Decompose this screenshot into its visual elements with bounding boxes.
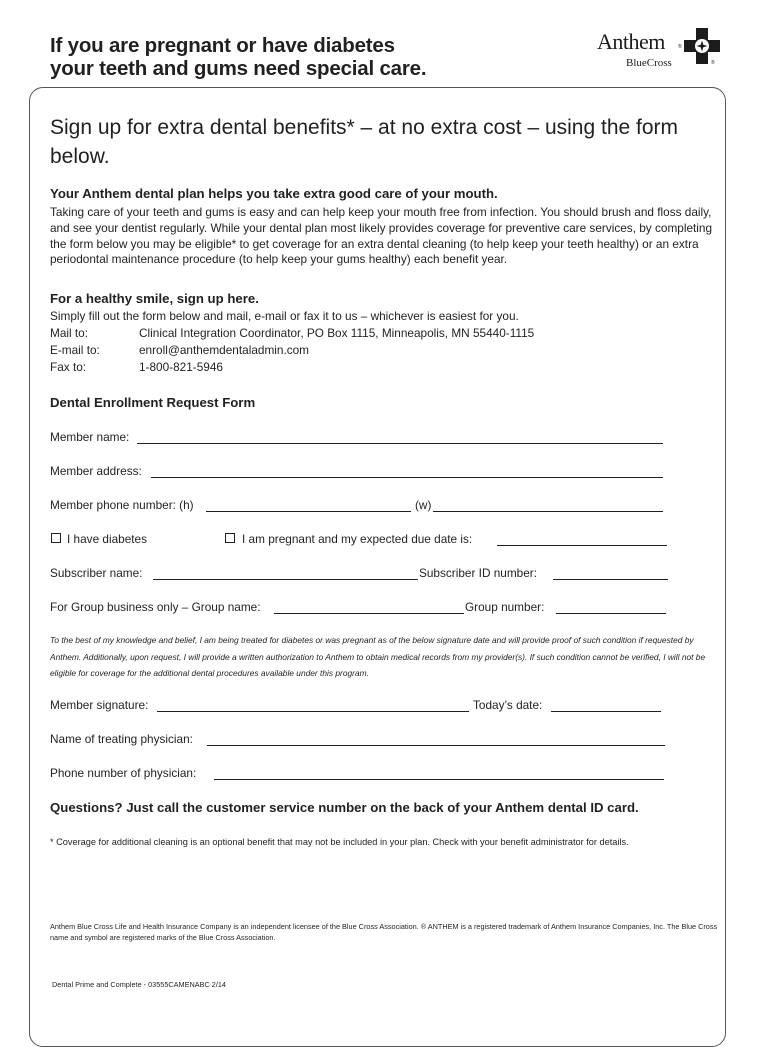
- headline: [50, 34, 426, 80]
- member-address-field[interactable]: [151, 477, 663, 478]
- member-signature-label: Member signature:: [50, 698, 149, 712]
- group-name-label: For Group business only – Group name:: [50, 600, 261, 614]
- email-label: E-mail to:: [50, 343, 100, 357]
- group-number-label: Group number:: [465, 600, 545, 614]
- diabetes-checkbox[interactable]: [51, 533, 61, 543]
- signup-body: Simply fill out the form below and mail, e-mail or fax it to us – whichever is easiest for you.: [50, 309, 519, 323]
- legal-notice: Anthem Blue Cross Life and Health Insurance Company is an independent licensee of the Blue Cross Association. ® ANTHEM is a registered trademark of Anthem Insurance Companies, Inc. The Blue Cross name and symbol are registered marks of the Blue Cross Association.: [50, 922, 718, 942]
- member-address-label: Member address:: [50, 464, 142, 478]
- pregnant-label: I am pregnant and my expected due date is:: [242, 532, 473, 546]
- blue-cross-logo-icon: [684, 28, 720, 64]
- fax-label: Fax to:: [50, 360, 87, 374]
- mail-address: Clinical Integration Coordinator, PO Box 1115, Minneapolis, MN 55440-1115: [139, 326, 535, 340]
- anthem-logo-name: Anthem: [597, 29, 665, 54]
- todays-date-label: Today’s date:: [473, 698, 543, 712]
- subscriber-id-field[interactable]: [553, 579, 668, 580]
- fax-number: 1-800-821-5946: [139, 360, 223, 374]
- signup-heading: For a healthy smile, sign up here.: [50, 291, 259, 306]
- mail-label: Mail to:: [50, 326, 89, 340]
- logo-registered-mark: ®: [678, 44, 682, 50]
- group-number-field[interactable]: [556, 613, 666, 614]
- signup-intro: Sign up for extra dental benefits* – at no extra cost – using the form below.: [50, 116, 679, 168]
- subscriber-name-label: Subscriber name:: [50, 566, 143, 580]
- headline-line-2: your teeth and gums need special care.: [50, 57, 427, 80]
- todays-date-field[interactable]: [551, 711, 661, 712]
- treating-physician-label: Name of treating physician:: [50, 732, 193, 746]
- form-code: Dental Prime and Complete - 03555CAMENABC 2/14: [52, 980, 226, 989]
- diabetes-label: I have diabetes: [67, 532, 148, 546]
- coverage-note: * Coverage for additional cleaning is an optional benefit that may not be included in your plan. Check with your benefit administrator for details.: [50, 837, 629, 847]
- work-phone-field[interactable]: [433, 511, 663, 512]
- work-phone-label: (w): [415, 498, 432, 512]
- member-name-label: Member name:: [50, 430, 130, 444]
- pregnant-checkbox[interactable]: [225, 533, 235, 543]
- form-title: Dental Enrollment Request Form: [50, 395, 256, 410]
- logo-registered-mark-2: ®: [711, 60, 715, 66]
- member-name-field[interactable]: [137, 443, 663, 444]
- bluecross-logo-text: BlueCross: [626, 57, 672, 69]
- headline-line-1: If you are pregnant or have diabetes: [50, 34, 395, 57]
- plan-body: Taking care of your teeth and gums is easy and can help keep your mouth free from infection. You should brush and floss daily, and see your dentist regularly. While your dental plan most likely provides coverage for preventive care services, by completing the form below you may be eligible* to get coverage for an extra dental cleaning (to help keep your teeth healthy) or an extra periodontal maintenance procedure (to help keep your gums healthy) each benefit year.: [50, 205, 713, 267]
- email-address-link[interactable]: enroll@anthemdentaladmin.com: [139, 343, 310, 357]
- home-phone-field[interactable]: [206, 511, 411, 512]
- group-name-field[interactable]: [274, 613, 464, 614]
- due-date-field[interactable]: [497, 545, 667, 546]
- plan-heading: Your Anthem dental plan helps you take extra good care of your mouth.: [50, 186, 498, 201]
- member-signature-field[interactable]: [157, 711, 469, 712]
- member-phone-label: Member phone number: (h): [50, 498, 194, 512]
- questions-text: Questions? Just call the customer service number on the back of your Anthem dental ID card.: [50, 800, 639, 815]
- physician-phone-label: Phone number of physician:: [50, 766, 197, 780]
- attestation-text: To the best of my knowledge and belief, I am being treated for diabetes or was pregnant as of the below signature date and will provide proof of such condition if requested by Anthem. Additionally, upon request, I will provide a written authorization to Anthem to obtain medical records from my provider(s). If such condition cannot be verified, I will not be eligible for coverage for the additional dental procedures available under this program.: [50, 635, 706, 678]
- subscriber-id-label: Subscriber ID number:: [419, 566, 538, 580]
- subscriber-name-field[interactable]: [153, 579, 418, 580]
- physician-phone-field[interactable]: [214, 779, 664, 780]
- treating-physician-field[interactable]: [207, 745, 665, 746]
